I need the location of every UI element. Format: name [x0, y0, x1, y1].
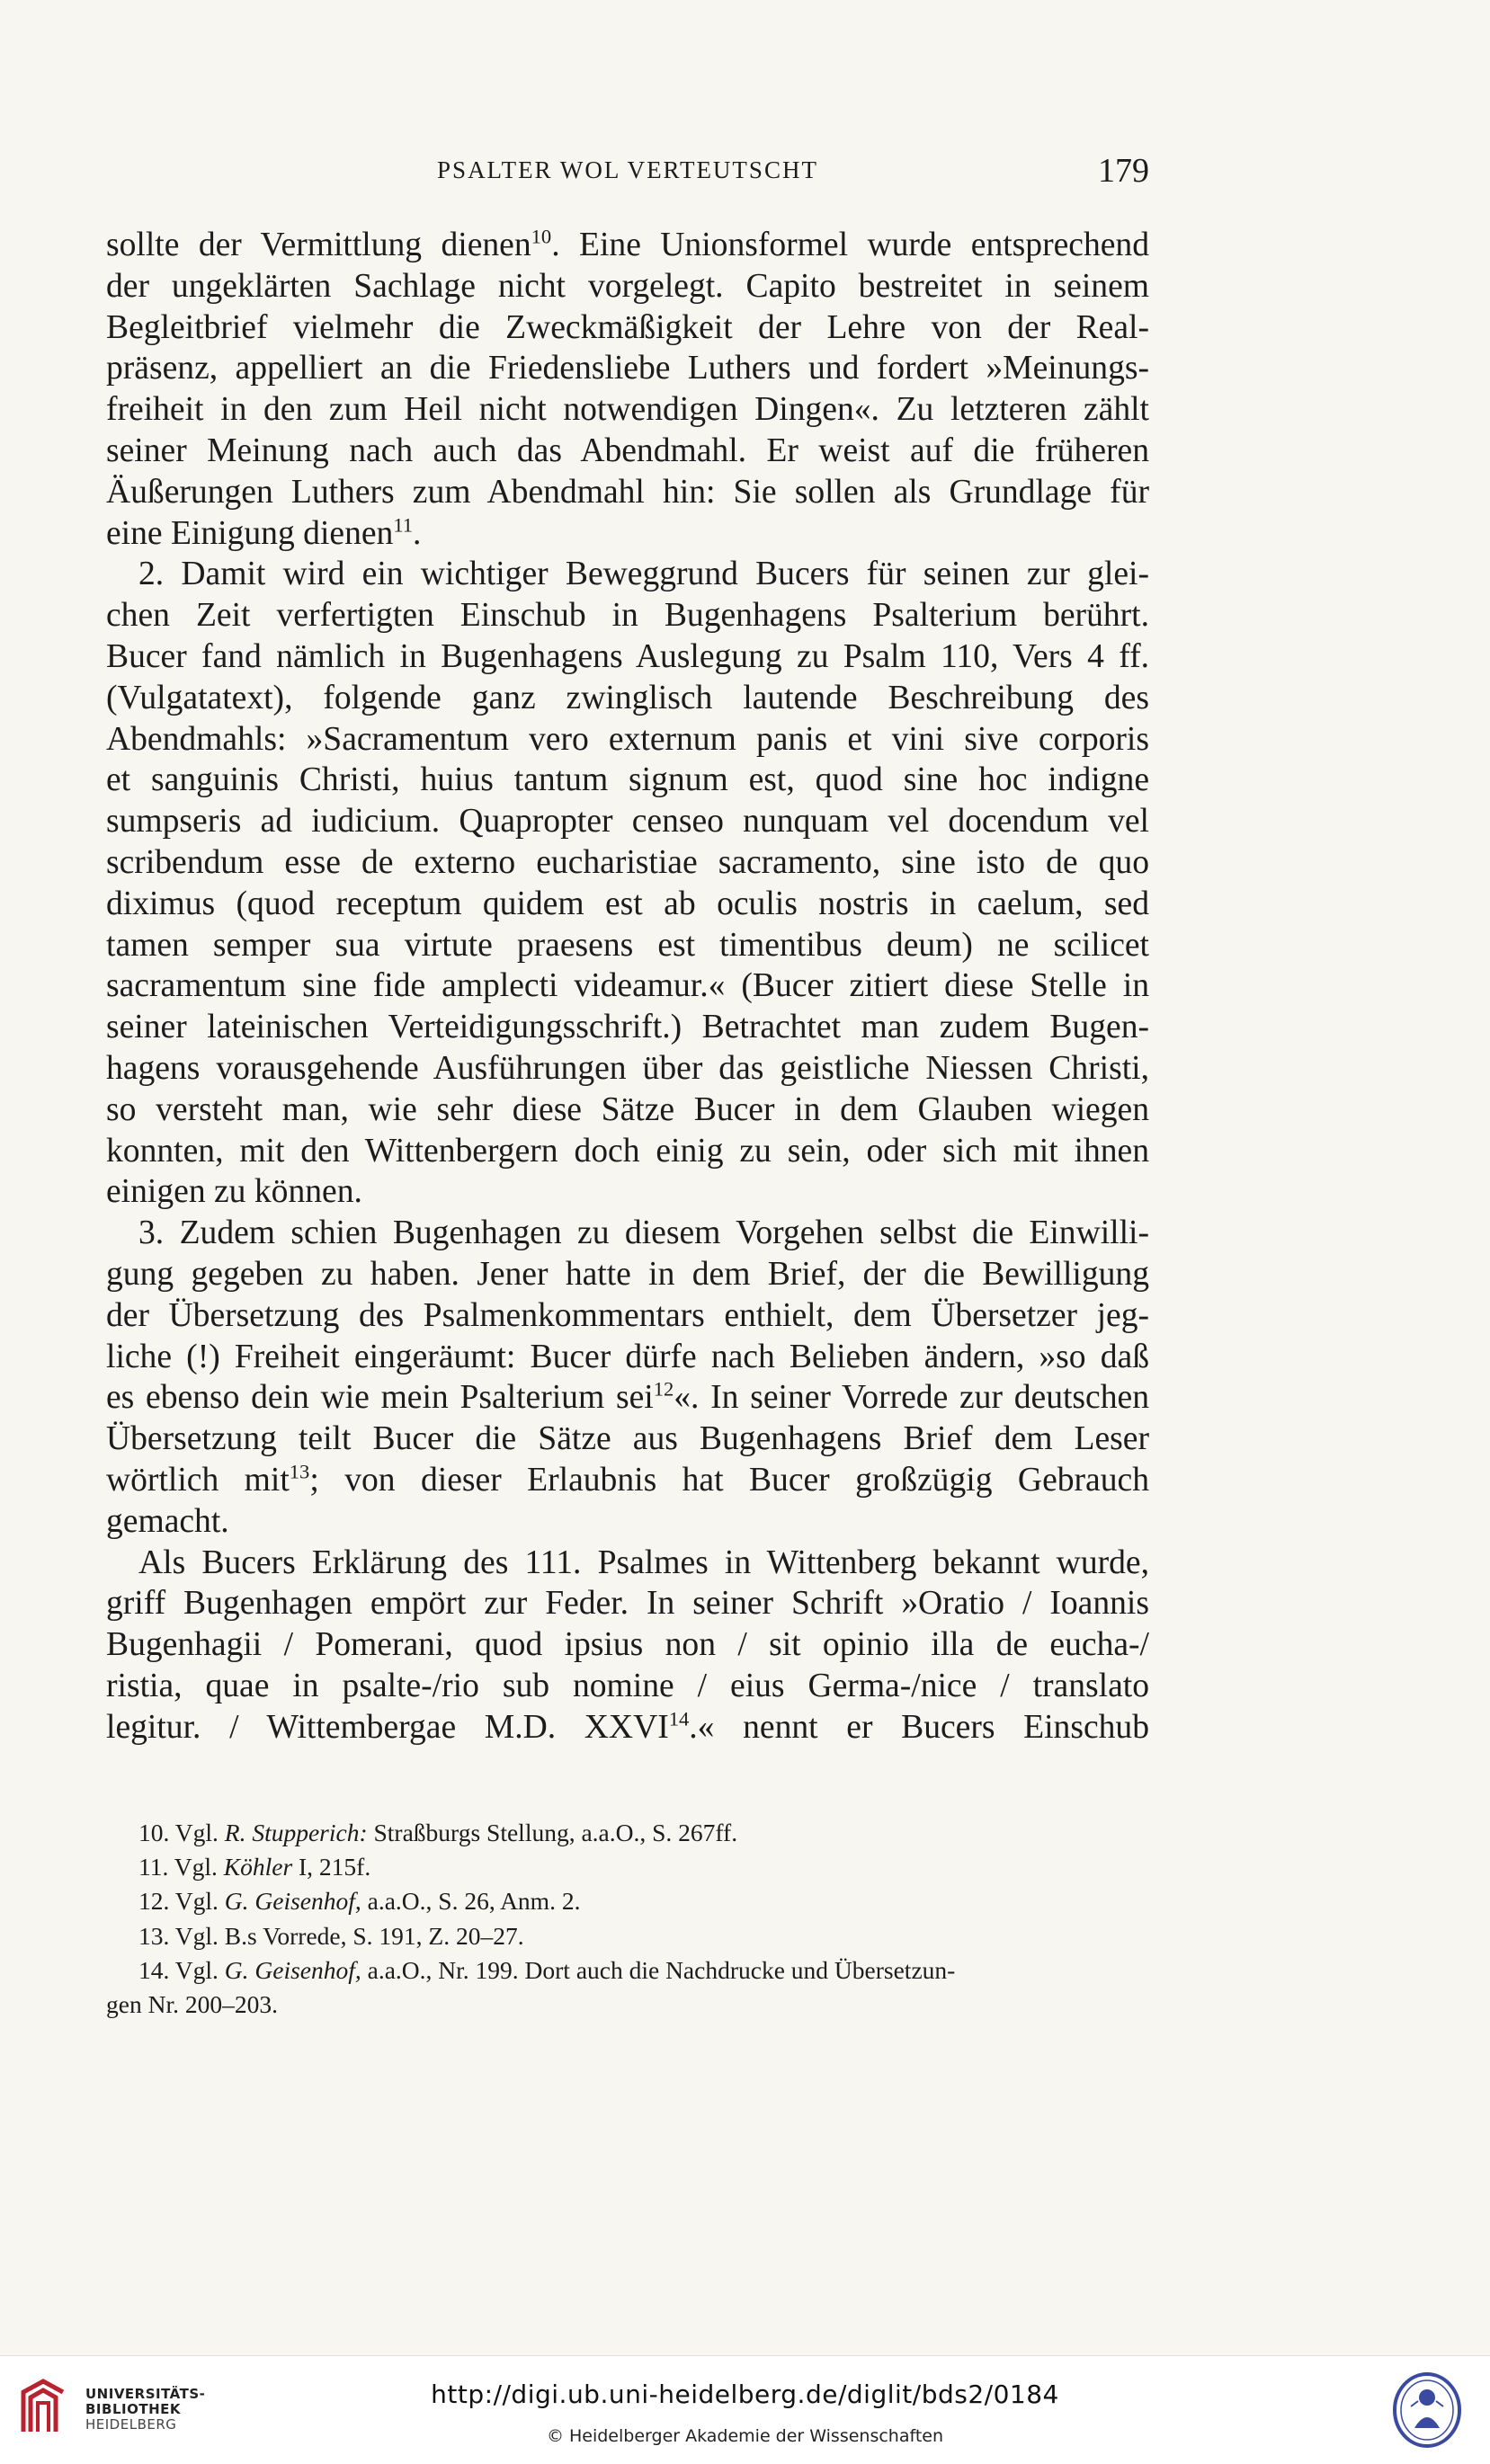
- footnote: 12. Vgl. G. Geisenhof, a.a.O., S. 26, Anm. 2.: [138, 1887, 581, 1916]
- text-line: eine Einigung dienen$^{11}$.: [106, 513, 422, 552]
- text-line: sacramentum sine fide amplecti videamur.« (Bucer zitiert diese Stelle in: [106, 967, 1149, 1005]
- running-head: [106, 151, 1149, 196]
- text-line: griff Bugenhagen empört zur Feder. In seiner Schrift »Oratio / Ioannis: [106, 1585, 1149, 1623]
- academy-seal-icon[interactable]: [1391, 2371, 1463, 2450]
- viewer-footer: [0, 2355, 1490, 2464]
- text-line: hagens vorausgehende Ausführungen über das geistliche Niessen Christi,: [106, 1049, 1149, 1087]
- text-line: der Übersetzung des Psalmenkommentars enthielt, dem Übersetzer jeg-: [106, 1296, 1149, 1334]
- footnote-continuation: gen Nr. 200–203.: [106, 1990, 278, 2019]
- footnotes: [106, 1816, 1149, 2022]
- footnote: 10. Vgl. R. Stupperich: Straßburgs Stellung, a.a.O., S. 267ff.: [138, 1819, 738, 1846]
- text-line: 2. Damit wird ein wichtiger Beweggrund Bucers für seinen zur glei-: [138, 556, 1149, 593]
- text-line: seiner Meinung nach auch das Abendmahl. Er weist auf die früheren: [106, 431, 1149, 469]
- text-line: einigen zu können.: [106, 1173, 362, 1211]
- text-line: Bucer fand nämlich in Bugenhagens Auslegung zu Psalm 110, Vers 4 ff.: [106, 637, 1149, 675]
- text-line: Bugenhagii / Pomerani, quod ipsius non / sit opinio illa de eucha-/: [106, 1626, 1149, 1664]
- library-name[interactable]: UNIVERSITÄTS- BIBLIOTHEK HEIDELBERG: [85, 2386, 206, 2433]
- text-line: der ungeklärten Sachlage nicht vorgelegt. Capito bestreitet in seinem: [106, 267, 1149, 305]
- body-text: [106, 225, 1149, 1748]
- text-line: liche (!) Freiheit eingeräumt: Bucer dürfe nach Belieben ändern, »so daß: [106, 1338, 1149, 1375]
- text-line: sumpseris ad iudicium. Quapropter censeo nunquam vel docendum vel: [106, 803, 1149, 841]
- text-line: tamen semper sua virtute praesens est timentibus deum) ne scilicet: [106, 926, 1149, 964]
- text-line: et sanguinis Christi, huius tantum signum est, quod sine hoc indigne: [106, 761, 1149, 799]
- permalink-url[interactable]: http://digi.ub.uni-heidelberg.de/diglit/bds2/0184: [431, 2379, 1059, 2409]
- footnote: 13. Vgl. B.s Vorrede, S. 191, Z. 20–27.: [138, 1921, 524, 1950]
- text-line: diximus (quod receptum quidem est ab oculis nostris in caelum, sed: [106, 885, 1149, 922]
- text-line: gung gegeben zu haben. Jener hatte in dem Brief, der die Bewilligung: [106, 1255, 1149, 1293]
- text-line: gemacht.: [106, 1502, 229, 1540]
- text-line: freiheit in den zum Heil nicht notwendigen Dingen«. Zu letzteren zählt: [106, 391, 1149, 429]
- text-line: 3. Zudem schien Bugenhagen zu diesem Vorgehen selbst die Einwilli-: [138, 1214, 1149, 1252]
- text-line: chen Zeit verfertigten Einschub in Bugenhagens Psalterium berührt.: [106, 597, 1149, 635]
- text-line: Äußerungen Luthers zum Abendmahl hin: Sie sollen als Grundlage für: [106, 473, 1149, 511]
- text-line: ristia, quae in psalte-/rio sub nomine / eius Germa-/nice / translato: [106, 1667, 1149, 1704]
- page-number: 179: [1098, 152, 1149, 190]
- footnote: 14. Vgl. G. Geisenhof, a.a.O., Nr. 199. Dort auch die Nachdrucke und Übersetzun-: [138, 1955, 956, 1984]
- running-title: PSALTER WOL VERTEUTSCHT: [437, 156, 818, 183]
- text-line: Als Bucers Erklärung des 111. Psalmes in Wittenberg bekannt wurde,: [138, 1543, 1149, 1581]
- text-line: Abendmahls: »Sacramentum vero externum panis et vini sive corporis: [106, 720, 1149, 758]
- text-line: (Vulgatatext), folgende ganz zwinglisch lautende Beschreibung des: [106, 679, 1149, 716]
- text-line: Begleitbrief vielmehr die Zweckmäßigkeit der Lehre von der Real-: [106, 308, 1149, 346]
- text-line: seiner lateinischen Verteidigungsschrift.) Betrachtet man zudem Bugen-: [106, 1009, 1149, 1046]
- text-line: scribendum esse de externo eucharistiae sacramento, sine isto de quo: [106, 843, 1149, 881]
- footnote: 11. Vgl. Köhler I, 215f.: [138, 1853, 371, 1881]
- copyright-notice: © Heidelberger Akademie der Wissenschaften: [546, 2426, 944, 2446]
- text-line: legitur. / Wittembergae M.D. XXVI$^{14}$.« nennt er Bucers Einschub: [106, 1707, 1149, 1746]
- text-line: konnten, mit den Wittenbergern doch einig zu sein, oder sich mit ihnen: [106, 1132, 1149, 1170]
- text-line: so versteht man, wie sehr diese Sätze Bucer in dem Glauben wiegen: [106, 1090, 1149, 1128]
- text-line: es ebenso dein wie mein Psalterium sei$^{12}$«. In seiner Vorrede zur deutschen: [106, 1377, 1149, 1417]
- text-line: sollte der Vermittlung dienen$^{10}$. Eine Unionsformel wurde entsprechend: [106, 225, 1149, 263]
- text-line: Übersetzung teilt Bucer die Sätze aus Bugenhagens Brief dem Leser: [106, 1420, 1149, 1458]
- text-line: wörtlich mit$^{13}$; von dieser Erlaubnis hat Bucer großzügig Gebrauch: [106, 1460, 1149, 1499]
- text-line: präsenz, appelliert an die Friedensliebe Luthers und fordert »Meinungs-: [106, 350, 1149, 387]
